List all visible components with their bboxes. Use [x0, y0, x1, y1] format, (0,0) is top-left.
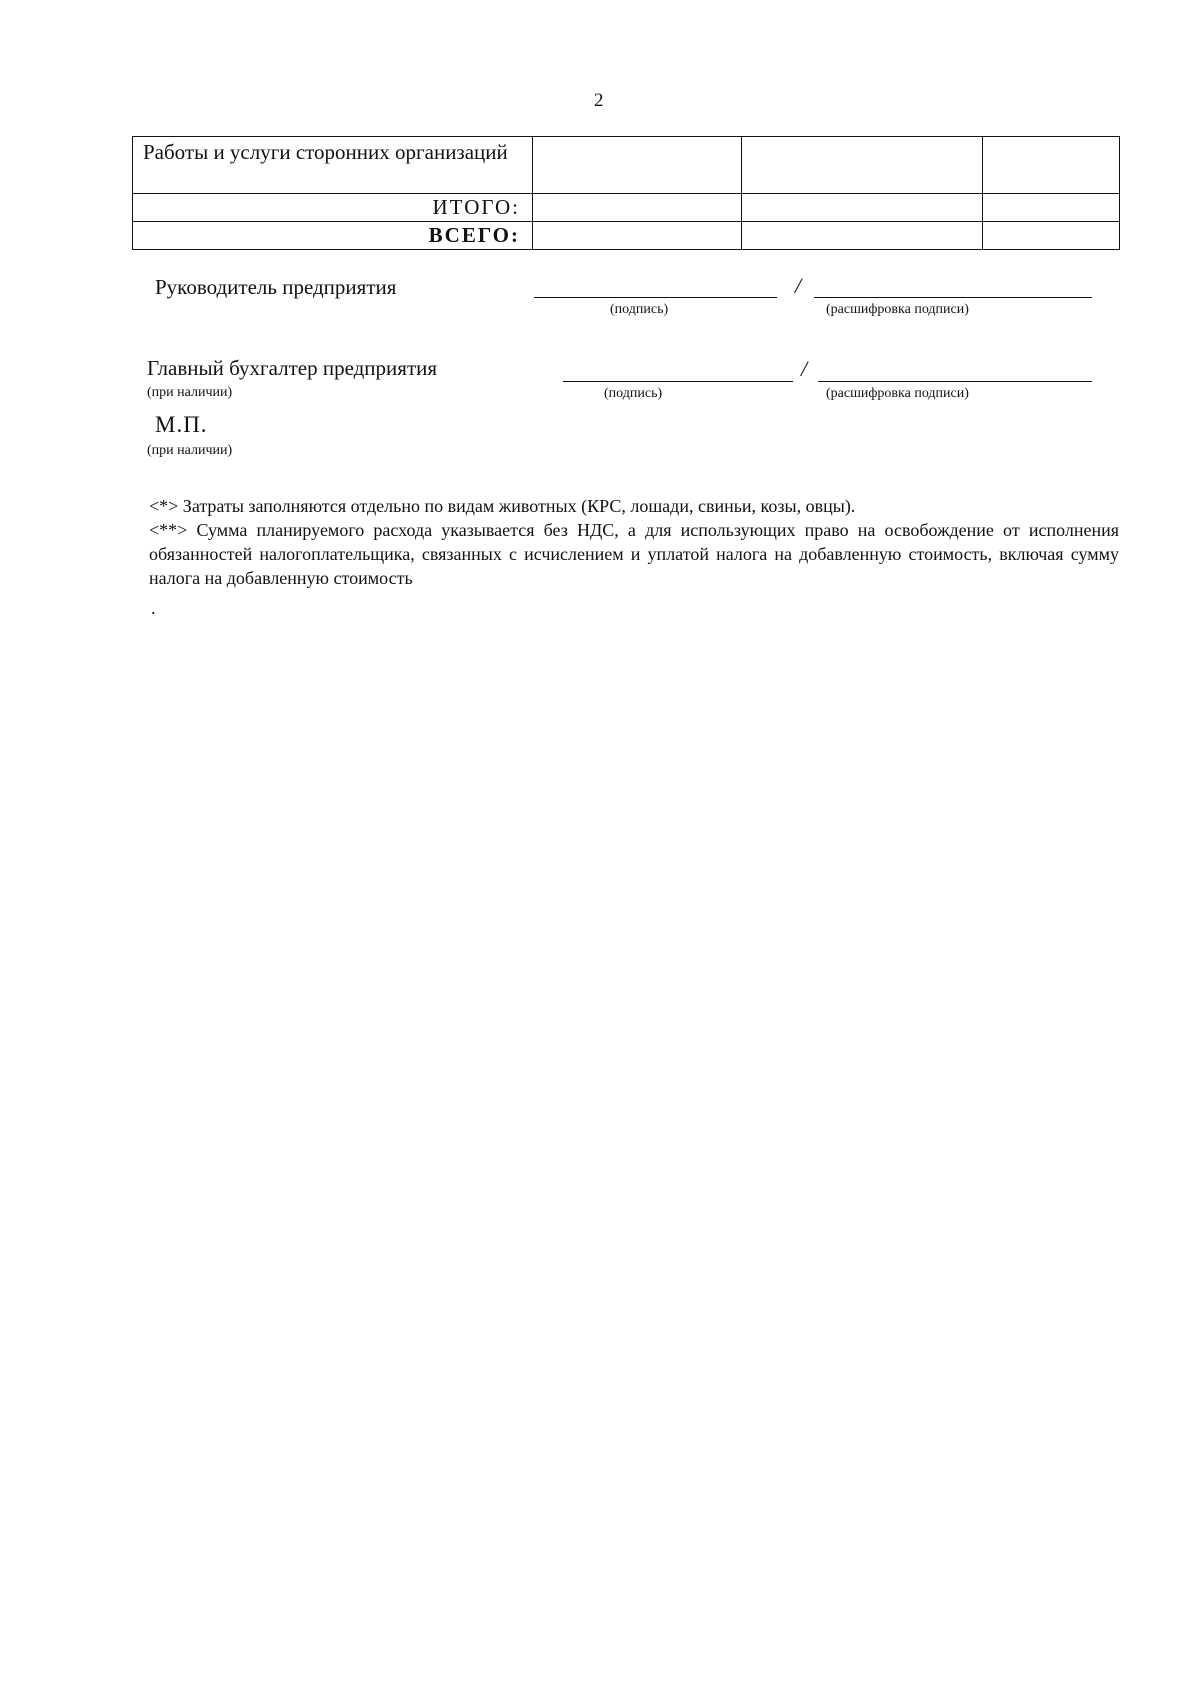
table-cell [983, 222, 1120, 250]
director-separator: / [795, 273, 802, 298]
accountant-signature-caption: (подпись) [604, 386, 663, 401]
table-row [133, 137, 1120, 194]
director-decoding-caption: (расшифровка подписи) [826, 302, 969, 317]
table-row [133, 222, 1120, 250]
director-decoding-line [814, 297, 1092, 298]
accountant-signature-line [563, 381, 793, 382]
table-cell [742, 137, 983, 194]
table-cell [533, 194, 742, 222]
table-cell [742, 194, 983, 222]
table-row [133, 194, 1120, 222]
accountant-separator: / [801, 356, 808, 381]
director-title: Руководитель предприятия [155, 275, 397, 299]
trailing-mark: . [151, 598, 156, 618]
accountant-decoding-line [818, 381, 1092, 382]
accountant-title: Главный бухгалтер предприятия [147, 356, 438, 380]
footnotes [149, 494, 1119, 590]
cost-table [132, 136, 1120, 250]
footnote-animal-costs: <*> Затраты заполняются отдельно по видам животных (КРС, лошади, свиньи, козы, овцы). [149, 496, 856, 516]
director-signature-line [534, 297, 777, 298]
stamp-note: (при наличии) [147, 443, 233, 458]
row-label-third-party-services: Работы и услуги сторонних организаций [133, 137, 533, 194]
page-number: 2 [594, 90, 604, 111]
accountant-decoding-caption: (расшифровка подписи) [826, 386, 969, 401]
table-cell [983, 194, 1120, 222]
table-cell [983, 137, 1120, 194]
table-cell [533, 222, 742, 250]
row-label-subtotal: ИТОГО: [133, 194, 533, 222]
stamp-label: М.П. [155, 412, 208, 437]
director-signature-caption: (подпись) [610, 302, 669, 317]
table-cell [742, 222, 983, 250]
table-cell [533, 137, 742, 194]
footnote-vat: <**> Сумма планируемого расхода указывается без НДС, а для использующих право на освобождение от исполнения обязанностей налогоплательщика, связанных с исчислением и уплатой налога на добавленную стоимость, включая сумму налога на добавленную стоимость [149, 520, 1119, 588]
row-label-grand-total: ВСЕГО: [133, 222, 533, 250]
accountant-note: (при наличии) [147, 385, 233, 400]
